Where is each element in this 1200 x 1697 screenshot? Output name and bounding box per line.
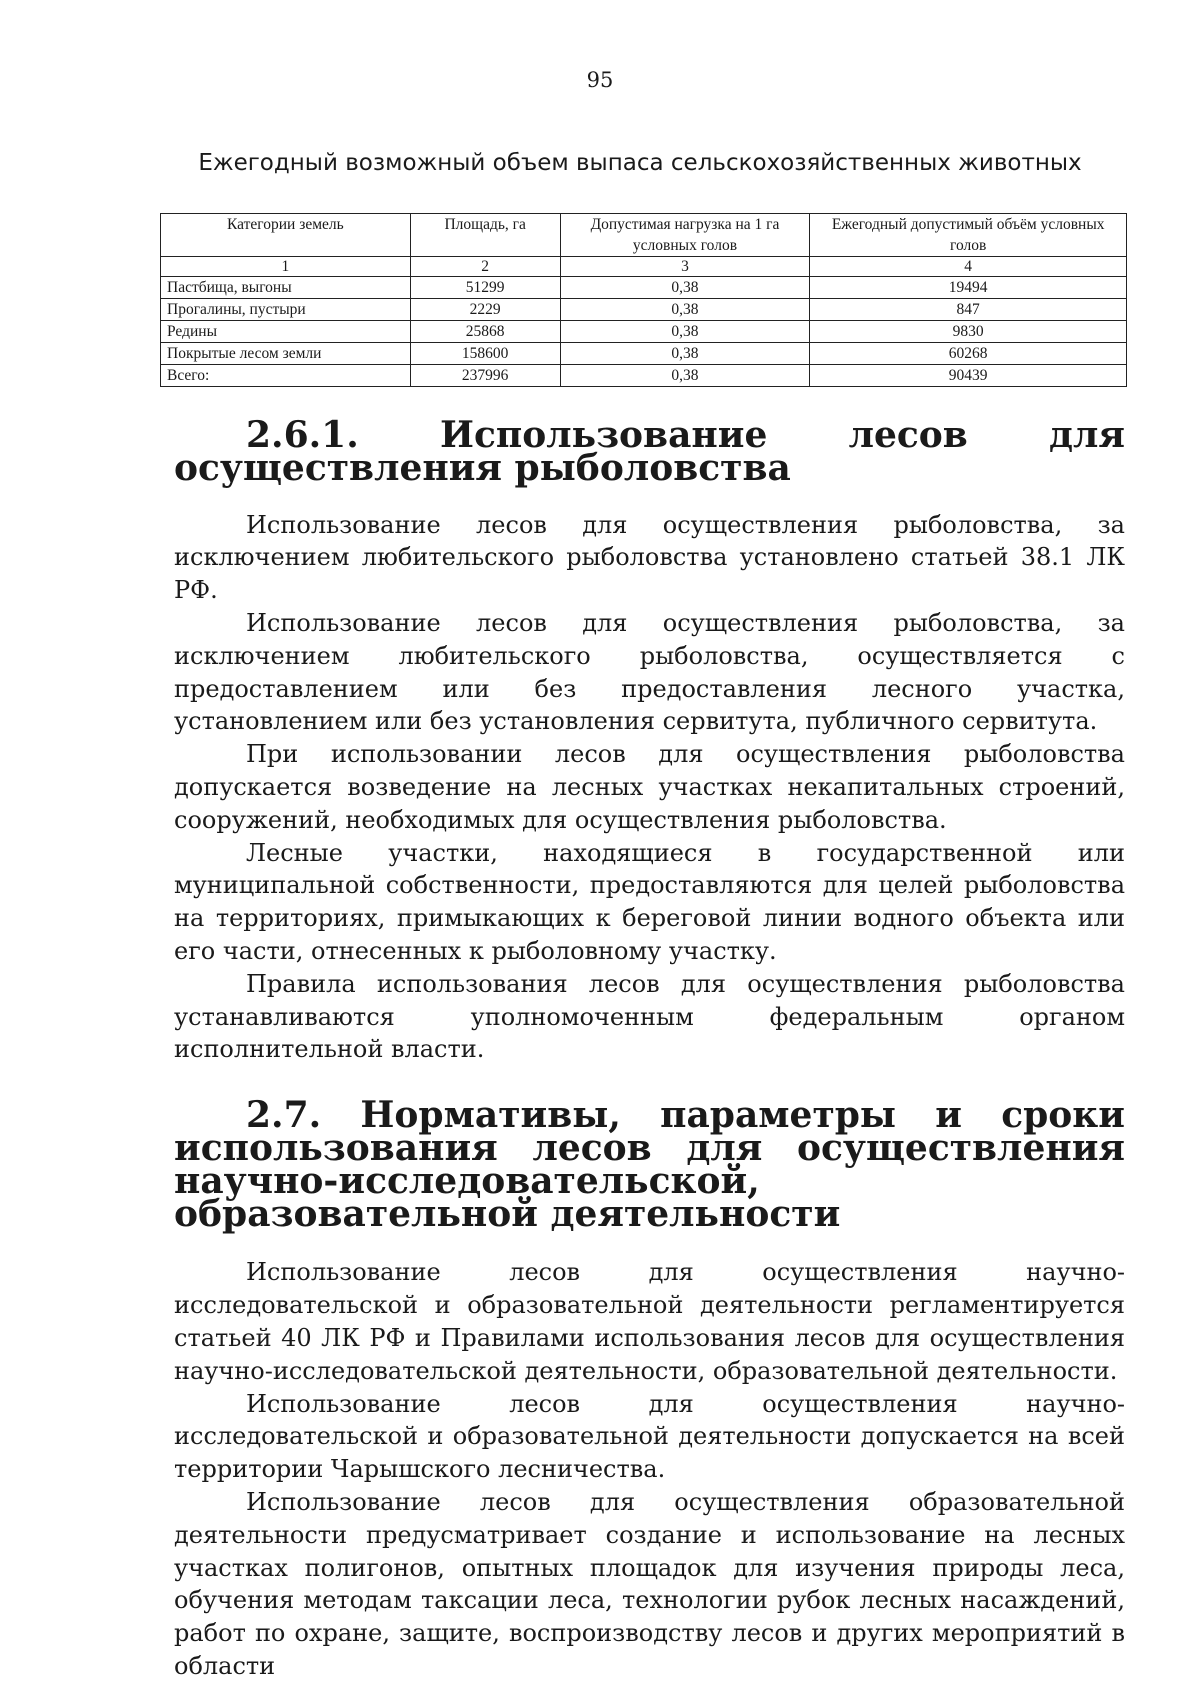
cell-land-category: Всего: bbox=[161, 365, 411, 387]
cell-load-per-ha: 0,38 bbox=[560, 299, 810, 321]
cell-area: 51299 bbox=[410, 277, 560, 299]
header-load-per-ha: Допустимая нагрузка на 1 га условных голов bbox=[560, 214, 810, 257]
table-header-row bbox=[161, 214, 1127, 257]
paragraph: Правила использования лесов для осуществления рыболовства устанавливаются уполномоченным федеральным органом исполнительной власти. bbox=[174, 969, 1125, 1064]
paragraph: Лесные участки, находящиеся в государственной или муниципальной собственности, предоставляются для целей рыболовства на территориях, примыкающих к береговой линии водного объекта или его части, отнесенных к рыболовному участку. bbox=[174, 838, 1125, 965]
table-title: Ежегодный возможный объем выпаса сельскохозяйственных животных bbox=[198, 150, 1082, 176]
paragraph: Использование лесов для осуществления образовательной деятельности предусматривает создание и использование на лесных участках полигонов, опытных площадок для изучения природы леса, обучения методам таксации леса, технологии рубок лесных насаждений, работ по охране, защите, воспроизводству лесов и других мероприятий в области bbox=[174, 1487, 1125, 1680]
table-total-row bbox=[161, 365, 1127, 387]
table-row bbox=[161, 343, 1127, 365]
cell-load-per-ha: 0,38 bbox=[560, 321, 810, 343]
cell-land-category: Редины bbox=[161, 321, 411, 343]
section-heading-2-6-1: 2.6.1. Использование лесов для осуществления рыболовства bbox=[174, 414, 1125, 489]
section-heading-2-7: 2.7. Нормативы, параметры и сроки использования лесов для осуществления научно-исследовательской, образовательной деятельности bbox=[174, 1094, 1125, 1235]
page-number: 95 bbox=[586, 68, 614, 92]
cell-load-per-ha: 0,38 bbox=[560, 343, 810, 365]
column-number: 4 bbox=[810, 257, 1127, 277]
cell-load-per-ha: 0,38 bbox=[560, 277, 810, 299]
table-column-numbers-row bbox=[161, 257, 1127, 277]
header-land-category: Категории земель bbox=[161, 214, 411, 257]
cell-land-category: Пастбища, выгоны bbox=[161, 277, 411, 299]
document-body bbox=[174, 414, 1125, 1683]
column-number: 3 bbox=[560, 257, 810, 277]
cell-area: 237996 bbox=[410, 365, 560, 387]
cell-annual-volume: 90439 bbox=[810, 365, 1127, 387]
paragraph: Использование лесов для осуществления научно-исследовательской и образовательной деятельности регламентируется статьей 40 ЛК РФ и Правилами использования лесов для осуществления научно-исследовательской деятельности, образовательной деятельности. bbox=[174, 1258, 1125, 1385]
cell-area: 158600 bbox=[410, 343, 560, 365]
cell-load-per-ha: 0,38 bbox=[560, 365, 810, 387]
cell-land-category: Покрытые лесом земли bbox=[161, 343, 411, 365]
column-number: 2 bbox=[410, 257, 560, 277]
paragraph: При использовании лесов для осуществления рыболовства допускается возведение на лесных участках некапитальных строений, сооружений, необходимых для осуществления рыболовства. bbox=[174, 740, 1125, 834]
cell-annual-volume: 60268 bbox=[810, 343, 1127, 365]
table-row bbox=[161, 277, 1127, 299]
paragraph: Использование лесов для осуществления научно-исследовательской и образовательной деятельности допускается на всей территории Чарышского лесничества. bbox=[174, 1389, 1125, 1484]
cell-annual-volume: 19494 bbox=[810, 277, 1127, 299]
table-row bbox=[161, 299, 1127, 321]
table-row bbox=[161, 321, 1127, 343]
paragraph: Использование лесов для осуществления рыболовства, за исключением любительского рыболовства, осуществляется с предоставлением или без предоставления лесного участка, установлением или без установления сервитута, публичного сервитута. bbox=[174, 608, 1125, 736]
cell-area: 2229 bbox=[410, 299, 560, 321]
paragraph: Использование лесов для осуществления рыболовства, за исключением любительского рыболовства установлено статьей 38.1 ЛК РФ. bbox=[174, 510, 1125, 605]
grazing-table bbox=[160, 213, 1127, 387]
cell-land-category: Прогалины, пустыри bbox=[161, 299, 411, 321]
cell-annual-volume: 847 bbox=[810, 299, 1127, 321]
cell-annual-volume: 9830 bbox=[810, 321, 1127, 343]
column-number: 1 bbox=[161, 257, 411, 277]
header-area: Площадь, га bbox=[410, 214, 560, 257]
header-annual-volume: Ежегодный допустимый объём условных голов bbox=[810, 214, 1127, 257]
cell-area: 25868 bbox=[410, 321, 560, 343]
